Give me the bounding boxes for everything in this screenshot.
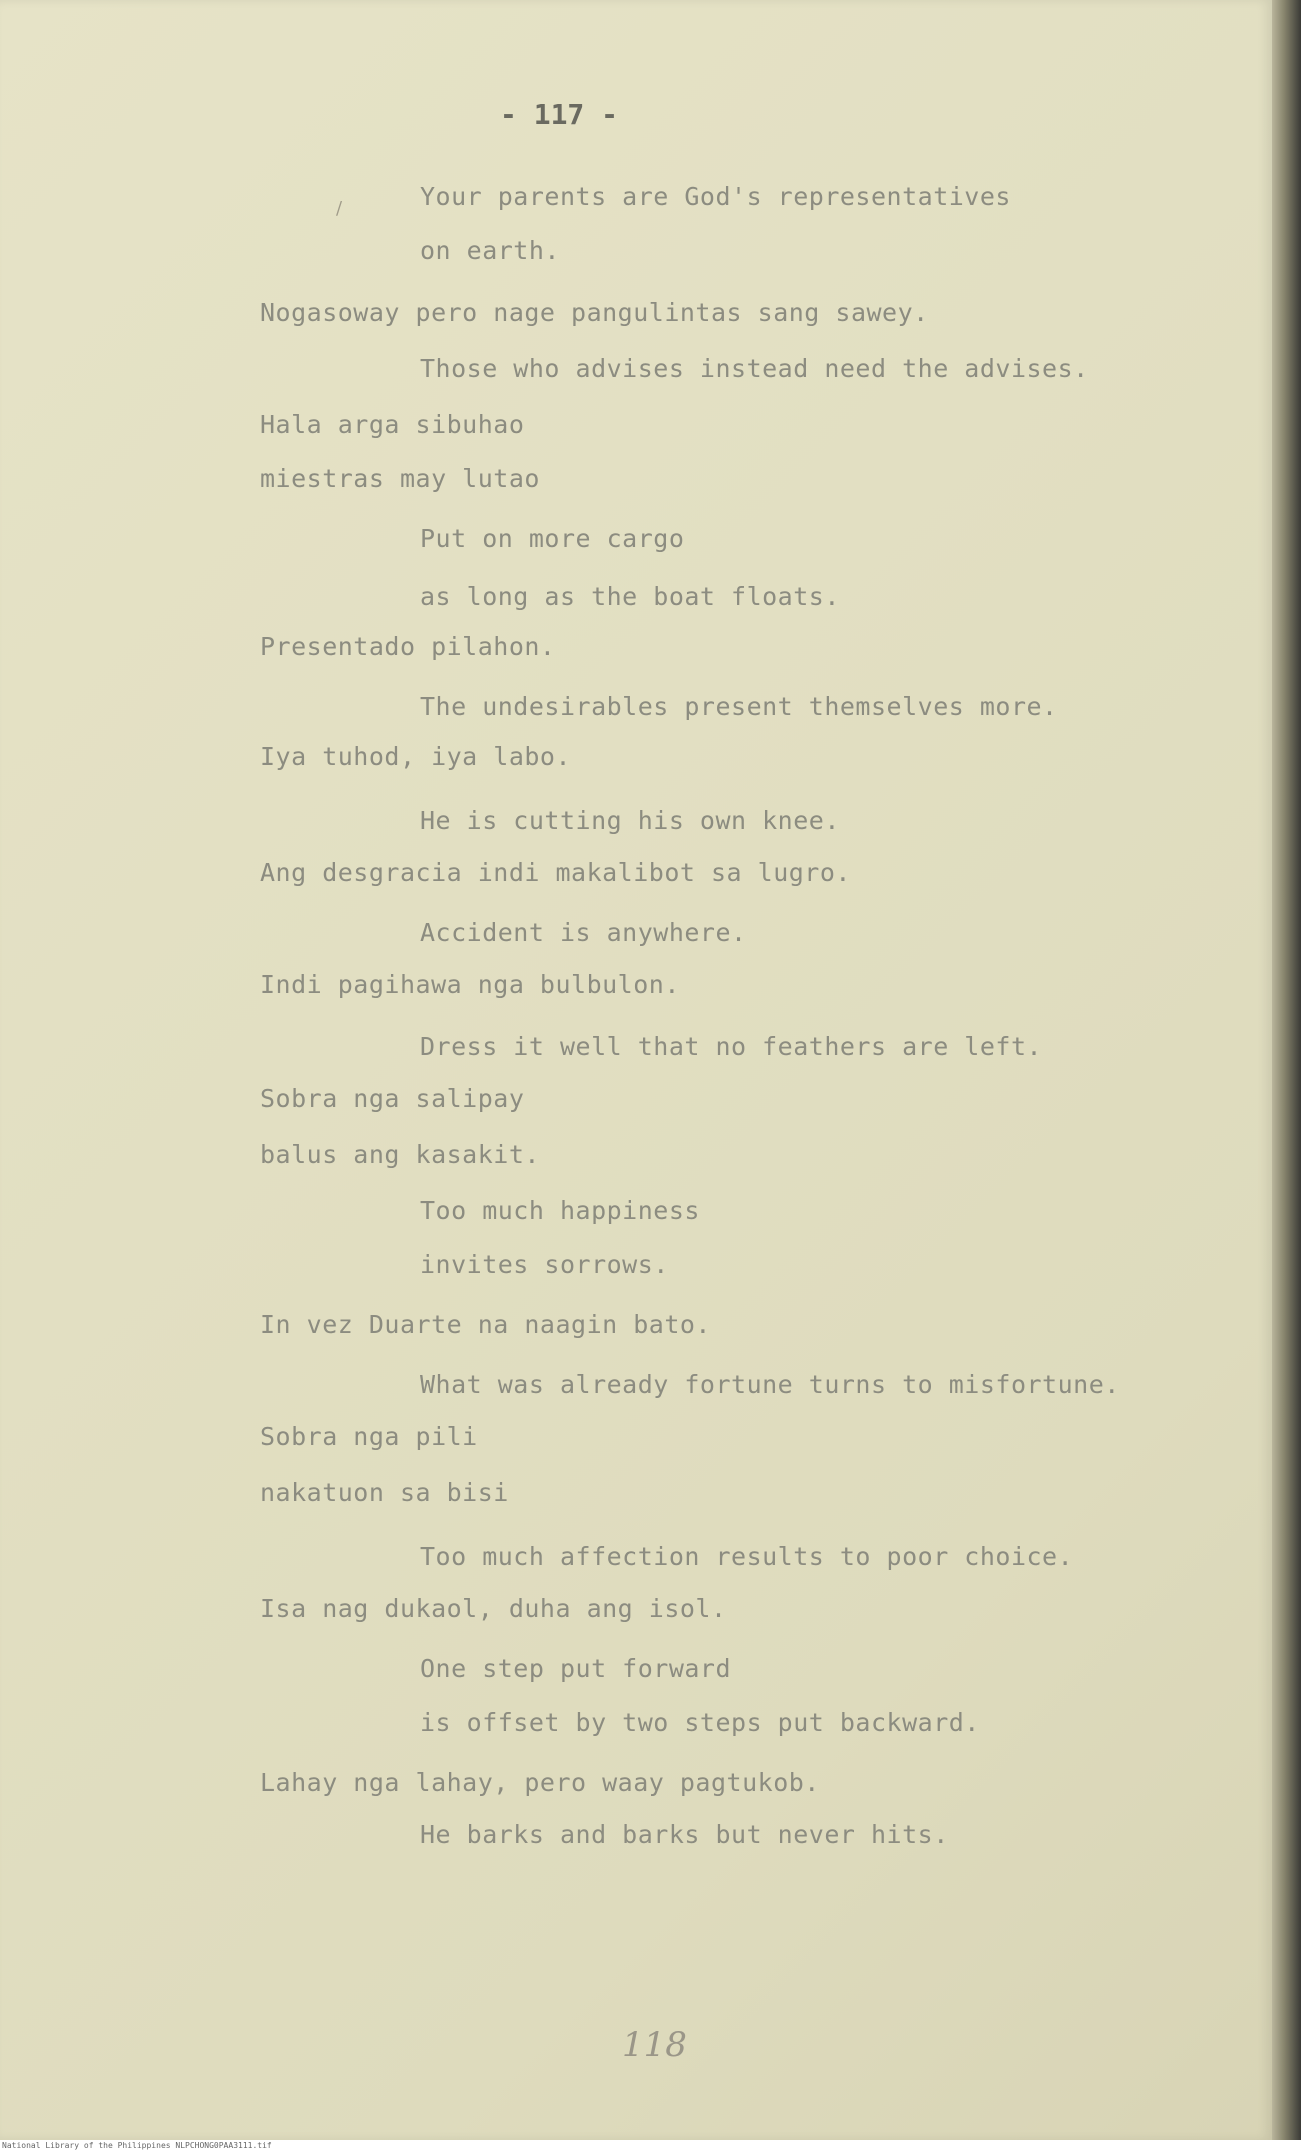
page-edge-shadow: [1272, 0, 1301, 2153]
text-line: Isa nag dukaol, duha ang isol.: [260, 1594, 727, 1623]
pencil-tick-mark: /: [336, 198, 343, 219]
page-number: - 117 -: [500, 98, 619, 131]
text-line: miestras may lutao: [260, 464, 540, 493]
text-line: The undesirables present themselves more.: [420, 692, 1058, 721]
text-line: Accident is anywhere.: [420, 918, 747, 947]
text-line: Your parents are God's representatives: [420, 182, 1011, 211]
text-line: Too much affection results to poor choice.: [420, 1542, 1074, 1571]
text-line: Presentado pilahon.: [260, 632, 556, 661]
text-line: He barks and barks but never hits.: [420, 1820, 949, 1849]
text-line: Iya tuhod, iya labo.: [260, 742, 572, 771]
text-line: He is cutting his own knee.: [420, 806, 840, 835]
text-line: Nogasoway pero nage pangulintas sang sawey.: [260, 298, 929, 327]
text-line: What was already fortune turns to misfortune.: [420, 1370, 1120, 1399]
text-line: as long as the boat floats.: [420, 582, 840, 611]
text-line: Too much happiness: [420, 1196, 700, 1225]
text-line: Dress it well that no feathers are left.: [420, 1032, 1043, 1061]
text-line: Sobra nga pili: [260, 1422, 478, 1451]
text-line: In vez Duarte na naagin bato.: [260, 1310, 711, 1339]
text-line: is offset by two steps put backward.: [420, 1708, 980, 1737]
text-line: balus ang kasakit.: [260, 1140, 540, 1169]
text-line: One step put forward: [420, 1654, 732, 1683]
text-line: Hala arga sibuhao: [260, 410, 525, 439]
text-line: Sobra nga salipay: [260, 1084, 525, 1113]
text-line: nakatuon sa bisi: [260, 1478, 509, 1507]
text-line: Those who advises instead need the advises.: [420, 354, 1089, 383]
text-line: Indi pagihawa nga bulbulon.: [260, 970, 680, 999]
text-line: on earth.: [420, 236, 560, 265]
text-line: Put on more cargo: [420, 524, 685, 553]
handwritten-page-number: 118: [622, 2025, 687, 2065]
text-line: Lahay nga lahay, pero waay pagtukob.: [260, 1768, 820, 1797]
text-line: Ang desgracia indi makalibot sa lugro.: [260, 858, 851, 887]
scan-footer-label: National Library of the Philippines NLPCHONG0PAA3111.tif: [2, 2141, 272, 2150]
text-line: invites sorrows.: [420, 1250, 669, 1279]
